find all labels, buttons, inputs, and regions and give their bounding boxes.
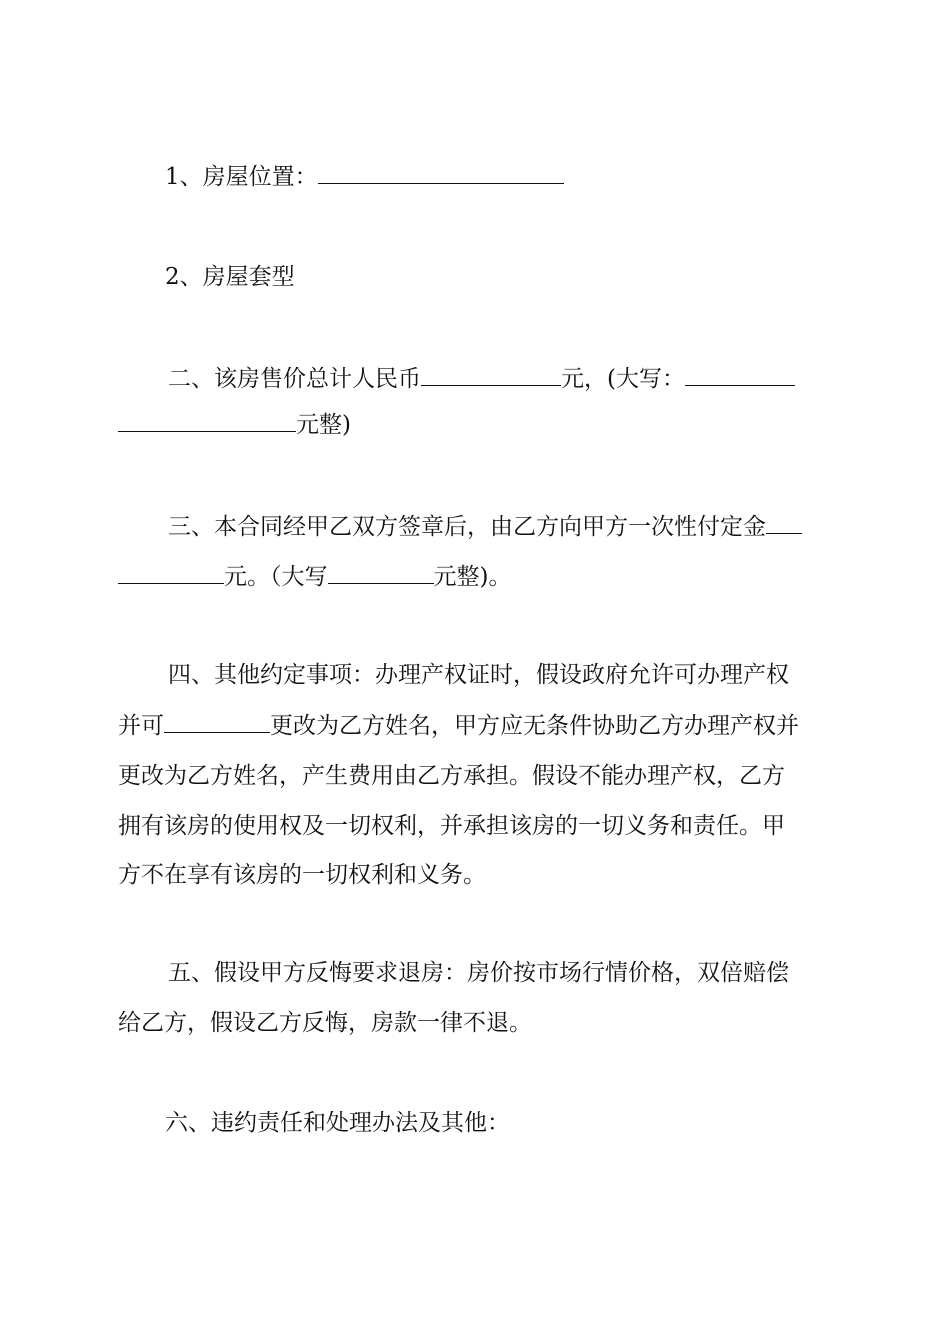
blank-price-upper-cont [118,411,296,432]
blank-deposit-amount [766,513,802,534]
blank-other [164,712,270,733]
blank-location [318,163,564,184]
clause-house-type: 2、房屋套型 [165,264,295,290]
clause-deposit-line2 [118,562,511,592]
clause-refund-line1: 五、假设甲方反悔要求退房：房价按市场行情价格，双倍赔偿 [168,960,789,986]
clause-deposit-text: 三、本合同经甲乙双方签章后，由乙方向甲方一次性付定金 [168,514,766,540]
clause-other-line2a: 并可 [118,713,164,739]
blank-deposit-amount-cont [118,563,224,584]
clause-location [165,162,564,192]
clause-breach: 六、违约责任和处理办法及其他： [165,1110,510,1136]
clause-other-line5: 方不在享有该房的一切权利和义务。 [118,862,486,888]
clause-other-line2b: 更改为乙方姓名，甲方应无条件协助乙方办理产权并 [270,713,799,739]
clause-price-end: 元整) [296,412,351,438]
clause-location-text: 1、房屋位置： [165,164,318,190]
clause-price-line2 [118,410,351,440]
clause-other-line4: 拥有该房的使用权及一切权利，并承担该房的一切义务和责任。甲 [118,813,785,839]
clause-other-line3: 更改为乙方姓名，产生费用由乙方承担。假设不能办理产权，乙方 [118,763,785,789]
clause-deposit-line1 [168,512,802,542]
clause-price-line1 [168,364,795,394]
blank-price-amount [421,365,561,386]
clause-deposit-end: 元整)。 [433,564,512,590]
clause-other-line2 [118,711,799,741]
clause-deposit-upper-label: 元。（大写 [224,564,328,590]
clause-refund-line2: 给乙方，假设乙方反悔，房款一律不退。 [118,1010,532,1036]
clause-other-line1: 四、其他约定事项：办理产权证时，假设政府允许可办理产权 [168,662,789,688]
blank-deposit-upper [328,563,434,584]
clause-price-text: 二、该房售价总计人民币 [168,366,421,392]
clause-price-upper-label: 元，(大写： [561,366,685,392]
blank-price-upper [685,365,795,386]
